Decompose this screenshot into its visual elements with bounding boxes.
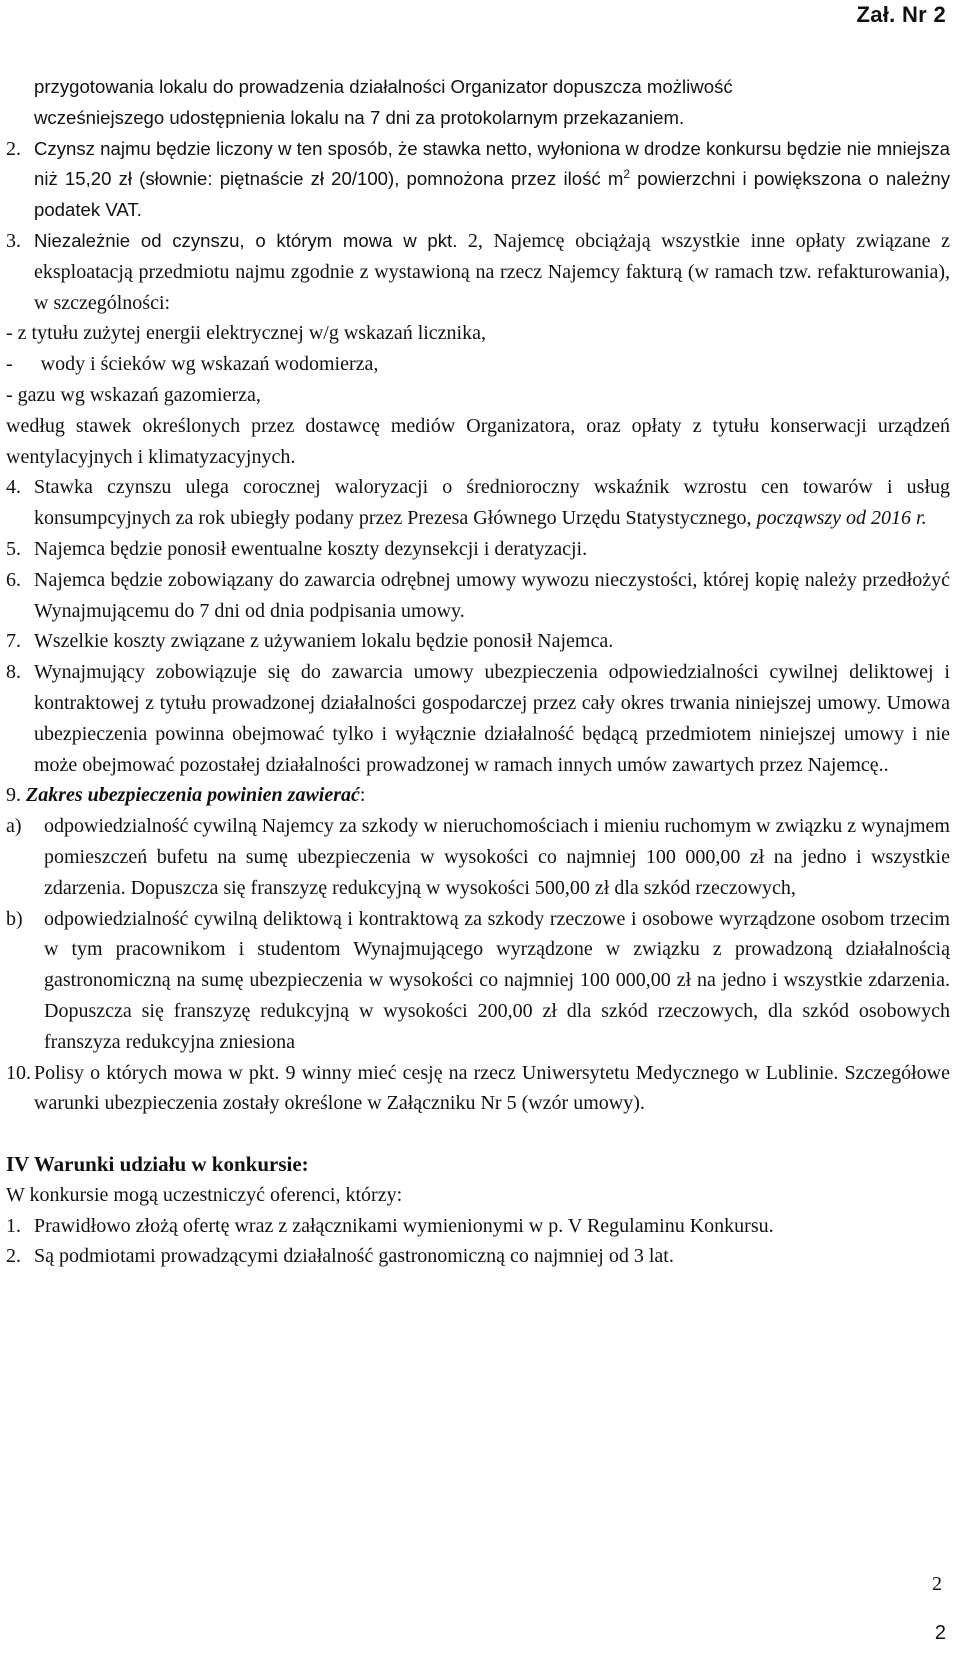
item-text: Czynsz najmu będzie liczony w ten sposób, że stawka netto, wyłoniona w drodze konkursu będzie nie mniejsza niż 15,20 zł (słownie: piętnaście zł 20/100), pomnożona przez ilość m	[34, 137, 950, 190]
continued-line-1: przygotowania lokalu do prowadzenia działalności Organizator dopuszcza możliwość	[34, 76, 733, 97]
item-number: 6.	[6, 568, 21, 591]
list-item-8	[6, 657, 950, 780]
section-heading: IV Warunki udziału w konkursie:	[6, 1152, 309, 1177]
item-number: 8.	[6, 661, 21, 684]
item-text: Wszelkie koszty związane z używaniem lokalu będzie ponosił Najemca.	[34, 630, 614, 653]
document-body	[6, 72, 950, 1272]
item-text: Prawidłowo złożą ofertę wraz z załącznikami wymienionymi w p. V Regulaminu Konkursu.	[34, 1214, 774, 1237]
item-text: Stawka czynszu ulega corocznej waloryzacji o średnioroczny wskaźnik wzrostu cen towarów i usług konsumpcyjnych za rok ubiegły podany przez Prezesa Głównego Urzędu Statystycznego,	[34, 476, 950, 530]
section-intro: W konkursie mogą uczestniczyć oferenci, którzy:	[6, 1183, 403, 1206]
attachment-label: Zał. Nr 2	[856, 2, 946, 27]
list-item-9	[6, 780, 950, 811]
list-item-2	[6, 134, 950, 226]
page-number-corner: 2	[934, 1622, 946, 1644]
list-item-10	[6, 1058, 950, 1120]
page-number: 2	[932, 1573, 942, 1595]
item-number: 3.	[6, 229, 21, 252]
item-text: Wynajmujący zobowiązuje się do zawarcia umowy ubezpieczenia odpowiedzialności cywilnej deliktowej i kontraktowej z tytułu prowadzonej działalności gospodarczej przez cały okres trwania niniejszej umowy. Umowa ubezpieczenia powinna obejmować tylko i wyłącznie działalność będącą przedmiotem niniejszej umowy i nie może obejmować pozostałej działalności prowadzonej w ramach innych umów zawartych przez Najemcę..	[34, 661, 950, 776]
item-number: 9.	[6, 784, 21, 807]
item-text: odpowiedzialność cywilną deliktową i kontraktową za szkody rzeczowe i osobowe wyrządzone osobom trzecim w tym pracownikom i studentom Wynajmującego wyrządzone w związku z prowadzoną działalnością gastronomiczną na sumę ubezpieczenia w wysokości co najmniej 100 000,00 zł na jedno i wszystkie zdarzenia. Dopuszcza się franszyzę redukcyjną w wysokości 200,00 zł dla szkód rzeczowych, dla szkód osobowych franszyza redukcyjna zniesiona	[44, 907, 950, 1053]
dash-line-1: - z tytułu zużytej energii elektrycznej w/g wskazań licznika,	[6, 322, 486, 345]
item-text: Są podmiotami prowadzącymi działalność gastronomiczną co najmniej od 3 lat.	[34, 1245, 674, 1268]
continued-line-2: wcześniejszego udostępnienia lokalu na 7 dni za protokolarnym przekazaniem.	[34, 106, 685, 128]
item-text-italic: począwszy od 2016 r.	[756, 507, 927, 530]
item-number: 4.	[6, 476, 21, 499]
item-text-cont-2: refakturowania), w szczególności:	[34, 260, 950, 314]
item-text: Polisy o których mowa w pkt. 9 winny mieć cesję na rzecz Uniwersytetu Medycznego w Lublinie. Szczegółowe warunki ubezpieczenia zostały określone w Załączniku Nr 5 (wzór umowy).	[34, 1061, 950, 1115]
list-item-4	[6, 472, 950, 534]
item-number: 10.	[6, 1061, 31, 1084]
item-number: 2.	[6, 1245, 21, 1268]
dash-marker: -	[6, 353, 13, 376]
item-text: Najemca będzie ponosił ewentualne koszty dezynsekcji i deratyzacji.	[34, 537, 588, 560]
item-letter: b)	[6, 907, 23, 930]
dash-line-3: - gazu wg wskazań gazomierza,	[6, 383, 261, 406]
item-number: 2.	[6, 137, 21, 160]
item-text: odpowiedzialność cywilną Najemcy za szkody w nieruchomościach i mieniu ruchomym w związku z wynajmem pomieszczeń bufetu na sumę ubezpieczenia w wysokości co najmniej 100 000,00 zł na jedno i wszystkie zdarzenia. Dopuszcza się franszyzę redukcyjną w wysokości 500,00 zł dla szkód rzeczowych,	[44, 815, 950, 899]
list-item-9b	[6, 904, 950, 1058]
item-number: 5.	[6, 537, 21, 560]
superscript: 2	[623, 167, 630, 182]
colon: :	[359, 784, 366, 807]
item-text-cont: powierzchni i powiększona o należny podatek VAT.	[34, 168, 950, 221]
section-list-item-1	[6, 1211, 950, 1242]
dash-line-2	[6, 349, 950, 380]
item-number: 1.	[6, 1214, 21, 1237]
insurance-scope-title: Zakres ubezpieczenia powinien zawierać	[26, 784, 360, 807]
item-letter: a)	[6, 815, 22, 838]
item-number: 7.	[6, 630, 21, 653]
list-item-9a	[6, 811, 950, 903]
item-text: Niezależnie od czynszu, o którym mowa w pkt.	[34, 229, 458, 251]
dash-text: wody i ścieków wg wskazań wodomierza,	[40, 353, 379, 376]
item-text-cont: 2, Najemcę obciążają wszystkie inne opłaty związane z eksploatacją przedmiotu najmu zgodnie z wystawioną na rzecz Najemcy fakturą (w ramach tzw.	[34, 229, 950, 283]
list-item-6	[6, 565, 950, 627]
list-item-7	[6, 626, 950, 657]
item-text: Najemca będzie zobowiązany do zawarcia odrębnej umowy wywozu nieczystości, której kopię należy przedłożyć Wynajmującemu do 7 dni od dnia podpisania umowy.	[34, 568, 950, 622]
list-item-3	[6, 226, 950, 318]
section-list-item-2	[6, 1241, 950, 1272]
item-3-tail: według stawek określonych przez dostawcę mediów Organizatora, oraz opłaty z tytułu konserwacji urządzeń wentylacyjnych i klimatyzacyjnych.	[6, 414, 950, 468]
continued-paragraph	[6, 72, 950, 134]
list-item-5	[6, 534, 950, 565]
